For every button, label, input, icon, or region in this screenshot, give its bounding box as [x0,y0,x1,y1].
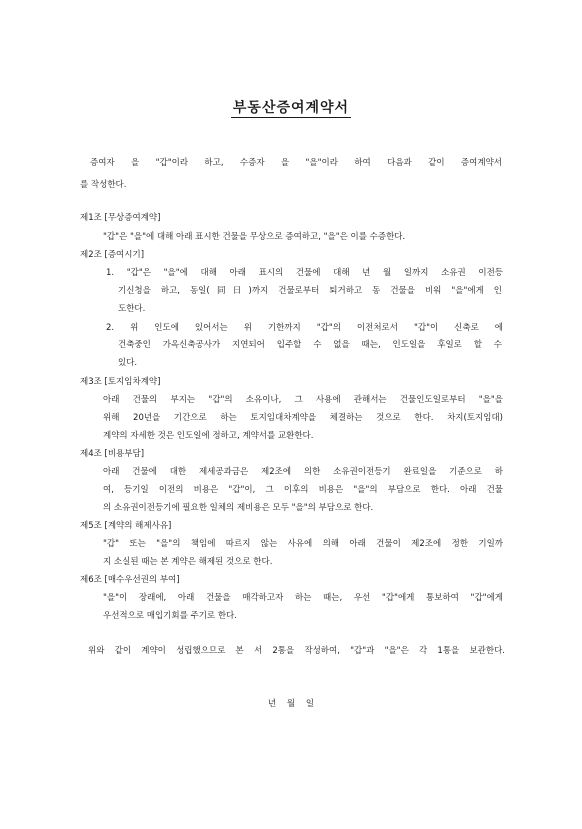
article-2-line-5: 건축중인 가옥신축공사가 지연되어 입주할 수 없을 때는, 인도일을 후일로 할 수 [118,340,502,350]
article-2-line-6: 있다. [118,358,138,368]
article-6-heading: 제6조 [매수우선권의 부여] [80,575,180,585]
article-2-line-3: 도한다. [118,304,146,314]
article-6-line-1: "을"이 장래에, 아래 건물을 매각하고자 하는 때는, 우선 "갑"에게 통보하여 "갑"에게 [103,593,503,603]
intro-line-1: 증여자 을 "갑"이라 하고, 수증자 을 "을"이라 하여 다음과 같이 증여계약서 [90,158,502,168]
article-4-line-3: 의 소유권이전등기에 필요한 일체의 제비용은 모두 "을"의 부담으로 한다. [103,503,374,513]
article-3-line-1: 아래 건물의 부지는 "갑"의 소유이나, 그 사용에 관해서는 건물인도일로부터 "을"을 [103,395,503,405]
article-5-line-2: 지 소실된 때는 본 계약은 해제된 것으로 한다. [103,557,273,567]
article-2-heading: 제2조 [증여시기] [80,250,145,260]
closing-statement: 위와 같이 계약이 성립했으므로 본 서 2통을 작성하여, "갑"과 "을"은 각 1통을 보관한다. [88,646,505,656]
article-3-line-2: 위해 20년을 기간으로 하는 토지임대차계약을 체결하는 것으로 한다. 차지(토지임대) [103,413,503,423]
intro-line-2: 를 작성한다. [80,180,127,190]
article-5-line-1: "갑" 또는 "을"의 책임에 따르지 않는 사유에 의해 아래 건물이 제2조에 정한 기일까 [103,539,503,549]
article-2-line-2: 기신청을 하고, 동일(同日)까지 건물로부터 퇴거하고 동 건물을 비워 "을"에게 인 [118,286,502,296]
article-4-line-2: 여, 등기일 이전의 비용은 "갑"이, 그 이후의 비용은 "을"의 부담으로 한다. 아래 건물 [103,485,503,495]
article-1-line-1: "갑"은 "을"에 대해 아래 표시한 건물을 무상으로 증여하고, "을"은 이를 수증한다. [103,232,406,242]
article-6-line-2: 우선적으로 매입기회를 주기로 한다. [103,611,237,621]
article-2-line-4: 2. 위 인도에 있어서는 위 기한까지 "갑"의 이전처로서 "갑"이 신축로 에 [106,323,503,333]
date-line: 년 월 일 [267,699,315,709]
article-4-line-1: 아래 건물에 대한 제세공과금은 제2조에 의한 소유권이전등기 완료일을 기준으로 하 [103,467,503,477]
article-3-heading: 제3조 [토지임차계약] [80,377,161,387]
article-1-heading: 제1조 [무상증여계약] [80,213,161,223]
article-4-heading: 제4조 [비용부담] [80,449,145,459]
article-2-line-1: 1. "갑"은 "을"에 대해 아래 표시의 건물에 대해 년 월 일까지 소유권 이전등 [106,268,503,278]
article-3-line-3: 계약의 자세한 것은 인도일에 정하고, 계약서를 교환한다. [103,431,314,441]
article-5-heading: 제5조 [계약의 해제사유] [80,521,172,531]
document-title: 부동산증여계약서 [232,100,350,116]
